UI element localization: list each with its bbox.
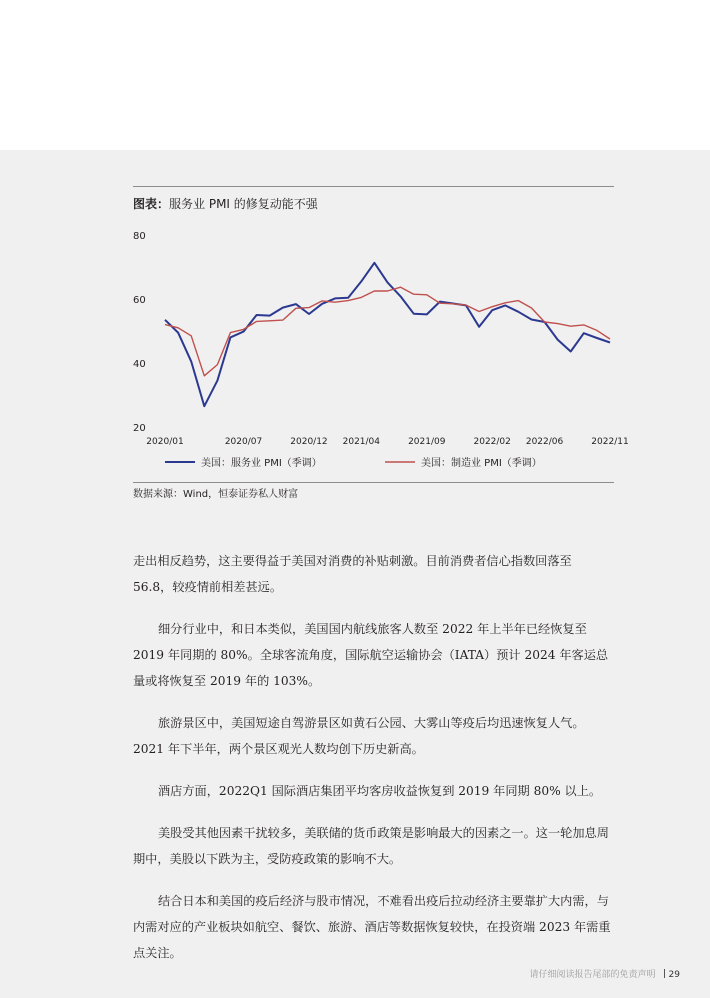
x-tick-label: 2020/07: [224, 437, 263, 447]
page-number: 29: [668, 970, 680, 980]
x-tick-label: 2020/12: [290, 437, 328, 447]
paragraph: 细分行业中，和日本类似，美国国内航线旅客人数至 2022 年上半年已经恢复至 2019 年同期的 80%。全球客流角度，国际航空运输协会（IATA）预计 2024 年客运总量或将恢复至 2019 年的 103%。: [133, 622, 609, 688]
x-tick-label: 2022/06: [525, 437, 564, 447]
paragraph: 走出相反趋势，这主要得益于美国对消费的补贴刺激。目前消费者信心指数回落至 56.8，较疫情前相差甚远。: [133, 554, 572, 594]
figure-title: [133, 196, 318, 212]
footer-divider: [664, 969, 665, 978]
legend-label: 美国：服务业 PMI（季调）: [201, 458, 322, 469]
x-tick-label: 2022/11: [591, 437, 629, 447]
paragraph: 结合日本和美国的疫后经济与股市情况，不难看出疫后拉动经济主要靠扩大内需，与内需对应的产业板块如航空、餐饮、旅游、酒店等数据恢复较快，在投资端 2023 年需重点关注。: [133, 894, 611, 960]
blank-header-area: [0, 0, 710, 150]
paragraph: 酒店方面，2022Q1 国际酒店集团平均客房收益恢复到 2019 年同期 80% 以上。: [158, 784, 602, 798]
y-tick-label: 60: [133, 295, 146, 306]
figure-title-label: 图表：: [133, 197, 170, 211]
figure-source: 数据来源：Wind，恒泰证券私人财富: [133, 489, 299, 500]
x-tick-label: 2021/09: [408, 437, 446, 447]
x-tick-label: 2021/04: [342, 437, 381, 447]
x-tick-label: 2022/02: [473, 437, 511, 447]
paragraph: 旅游景区中，美国短途自驾游景区如黄石公园、大雾山等疫后均迅速恢复人气。2021 年下半年，两个景区观光人数均创下历史新高。: [133, 716, 585, 756]
body-text: [133, 548, 614, 982]
figure-title-text: 服务业 PMI 的修复动能不强: [169, 197, 318, 211]
y-tick-label: 80: [133, 231, 146, 242]
series-line: [165, 287, 610, 376]
x-tick-label: 2020/01: [146, 437, 184, 447]
y-tick-label: 20: [133, 423, 146, 434]
series-line: [165, 263, 610, 406]
paragraph: 美股受其他因素干扰较多，美联储的货币政策是影响最大的因素之一。这一轮加息周期中，美股以下跌为主，受防疫政策的影响不大。: [133, 826, 609, 866]
figure-bottom-rule: [133, 482, 614, 483]
y-tick-label: 40: [133, 359, 146, 370]
page-footer: [530, 967, 680, 980]
legend-label: 美国：制造业 PMI（季调）: [421, 458, 542, 469]
disclaimer-note: 请仔细阅读报告尾部的免责声明: [529, 970, 656, 980]
figure-top-rule: [133, 186, 614, 187]
pmi-line-chart: [120, 220, 630, 480]
